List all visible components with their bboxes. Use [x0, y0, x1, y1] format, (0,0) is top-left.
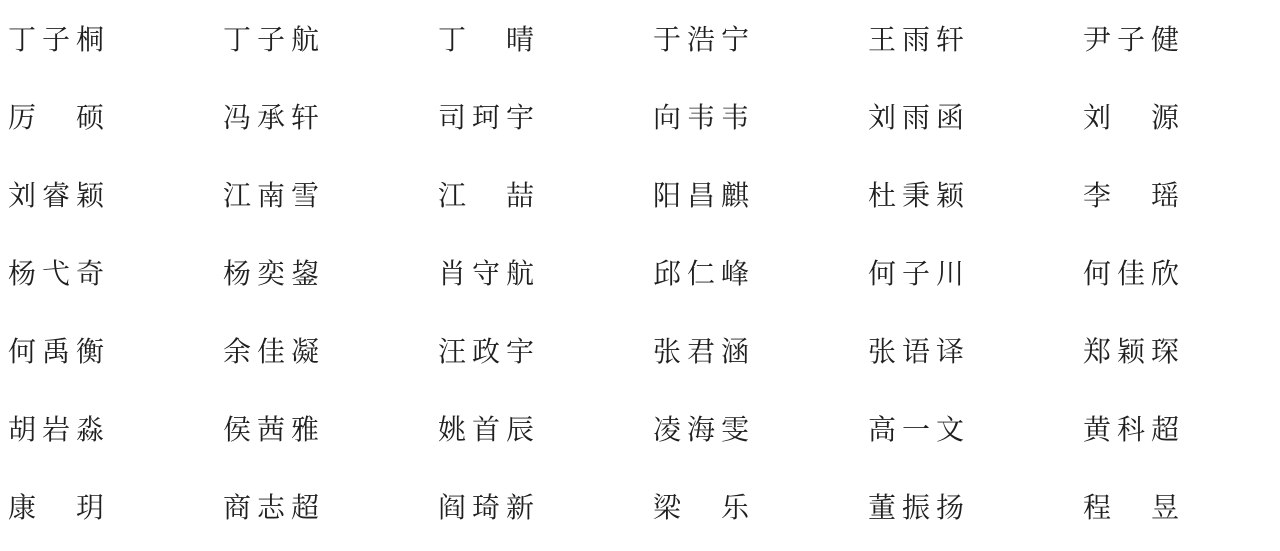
name-char: 珂 [471, 101, 500, 134]
name-char: 航 [505, 257, 534, 290]
name-char: 张 [653, 335, 682, 368]
name-char: 阳 [653, 179, 682, 212]
name-char: 鋆 [290, 257, 319, 290]
name-char: 昱 [1150, 491, 1179, 524]
name-char: 宇 [505, 335, 534, 368]
name-char: 欣 [1150, 257, 1179, 290]
name-char: 玥 [75, 491, 104, 524]
name-char: 佳 [1116, 257, 1145, 290]
name-cell [653, 101, 749, 134]
name-char: 琛 [1150, 335, 1179, 368]
name-char: 辰 [505, 413, 534, 446]
name-char: 琦 [471, 491, 500, 524]
name-char: 志 [256, 491, 285, 524]
name-cell [653, 491, 749, 524]
name-char: 昌 [686, 179, 715, 212]
name-cell [653, 257, 749, 290]
name-char: 雨 [901, 23, 930, 56]
name-char: 颖 [1116, 335, 1145, 368]
name-char: 颖 [935, 179, 964, 212]
name-char: 衡 [75, 335, 104, 368]
name-cell [1083, 413, 1179, 446]
name-cell [223, 257, 319, 290]
name-char: 守 [471, 257, 500, 290]
name-char: 健 [1150, 23, 1179, 56]
name-cell [438, 335, 534, 368]
name-char: 超 [290, 491, 319, 524]
name-char: 何 [8, 335, 37, 368]
name-cell [868, 179, 964, 212]
name-char: 杨 [223, 257, 252, 290]
name-cell [8, 101, 104, 134]
name-char: 仁 [686, 257, 715, 290]
name-cell [8, 491, 104, 524]
name-char: 子 [256, 23, 285, 56]
name-char: 乐 [720, 491, 749, 524]
name-char: 瑶 [1150, 179, 1179, 212]
name-char: 杨 [8, 257, 37, 290]
name-char: 涵 [720, 335, 749, 368]
name-char: 程 [1083, 491, 1112, 524]
name-char: 丁 [8, 23, 37, 56]
name-cell [653, 335, 749, 368]
name-char: 子 [41, 23, 70, 56]
name-cell [653, 179, 749, 212]
name-char: 郑 [1083, 335, 1112, 368]
name-cell [223, 491, 319, 524]
name-char: 厉 [8, 101, 37, 134]
name-char: 子 [901, 257, 930, 290]
name-char: 韦 [686, 101, 715, 134]
name-cell [8, 179, 104, 212]
name-cell [223, 335, 319, 368]
name-char: 政 [471, 335, 500, 368]
name-cell [868, 101, 964, 134]
name-char: 淼 [75, 413, 104, 446]
name-char: 董 [868, 491, 897, 524]
name-char: 一 [901, 413, 930, 446]
name-char: 桐 [75, 23, 104, 56]
name-cell [653, 23, 749, 56]
name-cell [223, 413, 319, 446]
name-char: 邱 [653, 257, 682, 290]
name-cell [1083, 23, 1179, 56]
name-char: 扬 [935, 491, 964, 524]
name-cell [438, 101, 534, 134]
name-char: 首 [471, 413, 500, 446]
name-char: 阎 [438, 491, 467, 524]
name-cell [438, 491, 534, 524]
name-char: 商 [223, 491, 252, 524]
name-char: 南 [256, 179, 285, 212]
name-cell [653, 413, 749, 446]
name-char: 子 [1116, 23, 1145, 56]
name-char: 张 [868, 335, 897, 368]
name-char: 姚 [438, 413, 467, 446]
name-char: 刘 [8, 179, 37, 212]
name-char: 轩 [935, 23, 964, 56]
name-char: 航 [290, 23, 319, 56]
name-char: 于 [653, 23, 682, 56]
name-char: 刘 [868, 101, 897, 134]
name-char: 刘 [1083, 101, 1112, 134]
name-cell [8, 257, 104, 290]
name-char: 凝 [290, 335, 319, 368]
name-char: 康 [8, 491, 37, 524]
name-cell [868, 257, 964, 290]
name-cell [438, 257, 534, 290]
name-char: 禹 [41, 335, 70, 368]
name-char: 晴 [505, 23, 534, 56]
name-char: 奇 [75, 257, 104, 290]
name-cell [868, 491, 964, 524]
name-char: 李 [1083, 179, 1112, 212]
name-cell [8, 335, 104, 368]
name-char: 川 [935, 257, 964, 290]
name-char: 承 [256, 101, 285, 134]
name-char: 江 [438, 179, 467, 212]
name-char: 佳 [256, 335, 285, 368]
name-cell [868, 335, 964, 368]
name-char: 司 [438, 101, 467, 134]
name-char: 文 [935, 413, 964, 446]
name-char: 喆 [505, 179, 534, 212]
name-char: 胡 [8, 413, 37, 446]
name-char: 雨 [901, 101, 930, 134]
name-char: 弋 [41, 257, 70, 290]
name-char: 丁 [223, 23, 252, 56]
name-char: 颖 [75, 179, 104, 212]
name-cell [438, 413, 534, 446]
name-char: 凌 [653, 413, 682, 446]
name-cell [223, 179, 319, 212]
name-cell [223, 23, 319, 56]
name-char: 茜 [256, 413, 285, 446]
name-char: 王 [868, 23, 897, 56]
name-char: 浩 [686, 23, 715, 56]
name-char: 轩 [290, 101, 319, 134]
name-char: 秉 [901, 179, 930, 212]
name-cell [438, 23, 534, 56]
name-cell [868, 413, 964, 446]
name-cell [1083, 491, 1179, 524]
name-char: 黄 [1083, 413, 1112, 446]
name-char: 雯 [720, 413, 749, 446]
name-char: 高 [868, 413, 897, 446]
name-char: 函 [935, 101, 964, 134]
name-char: 语 [901, 335, 930, 368]
name-char: 杜 [868, 179, 897, 212]
name-char: 振 [901, 491, 930, 524]
name-char: 向 [653, 101, 682, 134]
name-cell [223, 101, 319, 134]
name-char: 冯 [223, 101, 252, 134]
name-char: 源 [1150, 101, 1179, 134]
name-char: 雅 [290, 413, 319, 446]
name-char: 海 [686, 413, 715, 446]
name-char: 江 [223, 179, 252, 212]
name-char: 梁 [653, 491, 682, 524]
name-char: 硕 [75, 101, 104, 134]
name-char: 侯 [223, 413, 252, 446]
name-cell [1083, 101, 1179, 134]
name-cell [438, 179, 534, 212]
name-char: 译 [935, 335, 964, 368]
name-char: 汪 [438, 335, 467, 368]
name-char: 宇 [505, 101, 534, 134]
name-char: 尹 [1083, 23, 1112, 56]
name-char: 麒 [720, 179, 749, 212]
name-char: 何 [1083, 257, 1112, 290]
name-char: 奕 [256, 257, 285, 290]
name-cell [8, 413, 104, 446]
name-char: 新 [505, 491, 534, 524]
name-char: 余 [223, 335, 252, 368]
name-char: 韦 [720, 101, 749, 134]
name-cell [868, 23, 964, 56]
name-char: 宁 [720, 23, 749, 56]
name-char: 岩 [41, 413, 70, 446]
name-cell [1083, 179, 1179, 212]
name-cell [1083, 257, 1179, 290]
name-char: 科 [1116, 413, 1145, 446]
name-char: 超 [1150, 413, 1179, 446]
name-char: 雪 [290, 179, 319, 212]
name-char: 君 [686, 335, 715, 368]
name-cell [8, 23, 104, 56]
name-char: 峰 [720, 257, 749, 290]
name-char: 何 [868, 257, 897, 290]
name-cell [1083, 335, 1179, 368]
name-char: 肖 [438, 257, 467, 290]
name-char: 丁 [438, 23, 467, 56]
name-char: 睿 [41, 179, 70, 212]
